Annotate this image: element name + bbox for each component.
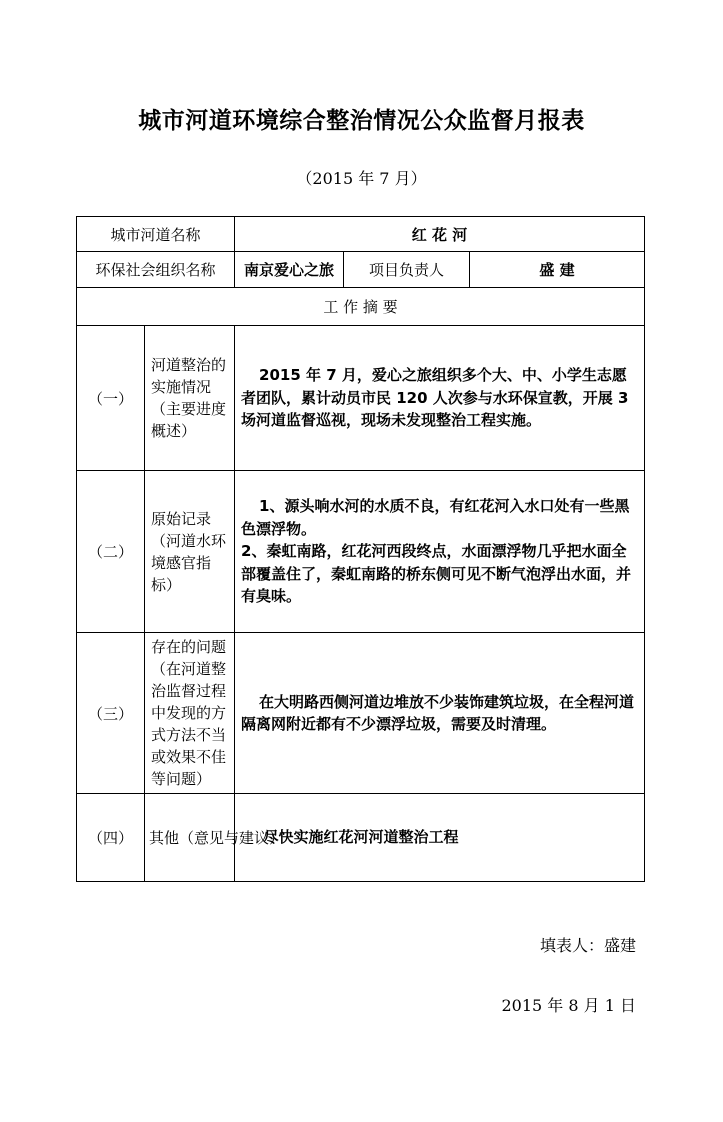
org-name-label: 环保社会组织名称 <box>77 252 235 288</box>
section-row <box>77 471 645 633</box>
section-index: （二） <box>77 471 145 633</box>
section-content <box>235 471 645 633</box>
project-leader-label: 项目负责人 <box>344 252 470 288</box>
section-paragraph: 尽快实施红花河河道整治工程 <box>263 828 459 847</box>
report-period: （2015 年 7 月） <box>296 169 427 188</box>
section-content <box>235 326 645 471</box>
section-index: （四） <box>77 794 145 882</box>
section-content <box>235 794 645 882</box>
river-name-label: 城市河道名称 <box>77 217 235 252</box>
section-paragraph: 1、源头响水河的水质不良，有红花河入水口处有一些黑色漂浮物。 <box>241 497 630 538</box>
document-title: 城市河道环境综合整治情况公众监督月报表 <box>138 107 585 134</box>
org-row <box>77 252 645 288</box>
section-label: 存在的问题（在河道整治监督过程中发现的方式方法不当或效果不佳等问题） <box>145 633 235 794</box>
section-label: 其他（意见与建议） <box>145 794 235 882</box>
filled-by: 填表人：盛建 <box>539 936 636 955</box>
section-row <box>77 794 645 882</box>
section-content <box>235 633 645 794</box>
section-index: （一） <box>77 326 145 471</box>
work-summary-heading: 工 作 摘 要 <box>77 288 645 326</box>
project-leader-value: 盛 建 <box>470 252 645 288</box>
river-name-value: 红 花 河 <box>235 217 645 252</box>
report-table <box>76 216 645 882</box>
section-label: 河道整治的实施情况（主要进度概述） <box>145 326 235 471</box>
river-row <box>77 217 645 252</box>
summary-heading-row <box>77 288 645 326</box>
section-paragraph: 2、秦虹南路，红花河西段终点，水面漂浮物几乎把水面全部覆盖住了，秦虹南路的桥东侧可见不断气泡浮出水面，并有臭味。 <box>241 542 632 606</box>
section-index: （三） <box>77 633 145 794</box>
report-date: 2015 年 8 月 1 日 <box>501 996 636 1015</box>
section-row <box>77 326 645 471</box>
section-paragraph: 2015 年 7 月，爱心之旅组织多个大、中、小学生志愿者团队，累计动员市民 120 人次参与水环保宣教，开展 3 场河道监督巡视，现场未发现整治工程实施。 <box>241 366 629 430</box>
section-label: 原始记录（河道水环境感官指标） <box>145 471 235 633</box>
org-name-value: 南京爱心之旅 <box>235 252 344 288</box>
section-paragraph: 在大明路西侧河道边堆放不少装饰建筑垃圾，在全程河道隔离网附近都有不少漂浮垃圾，需要及时清理。 <box>241 692 635 733</box>
section-row <box>77 633 645 794</box>
